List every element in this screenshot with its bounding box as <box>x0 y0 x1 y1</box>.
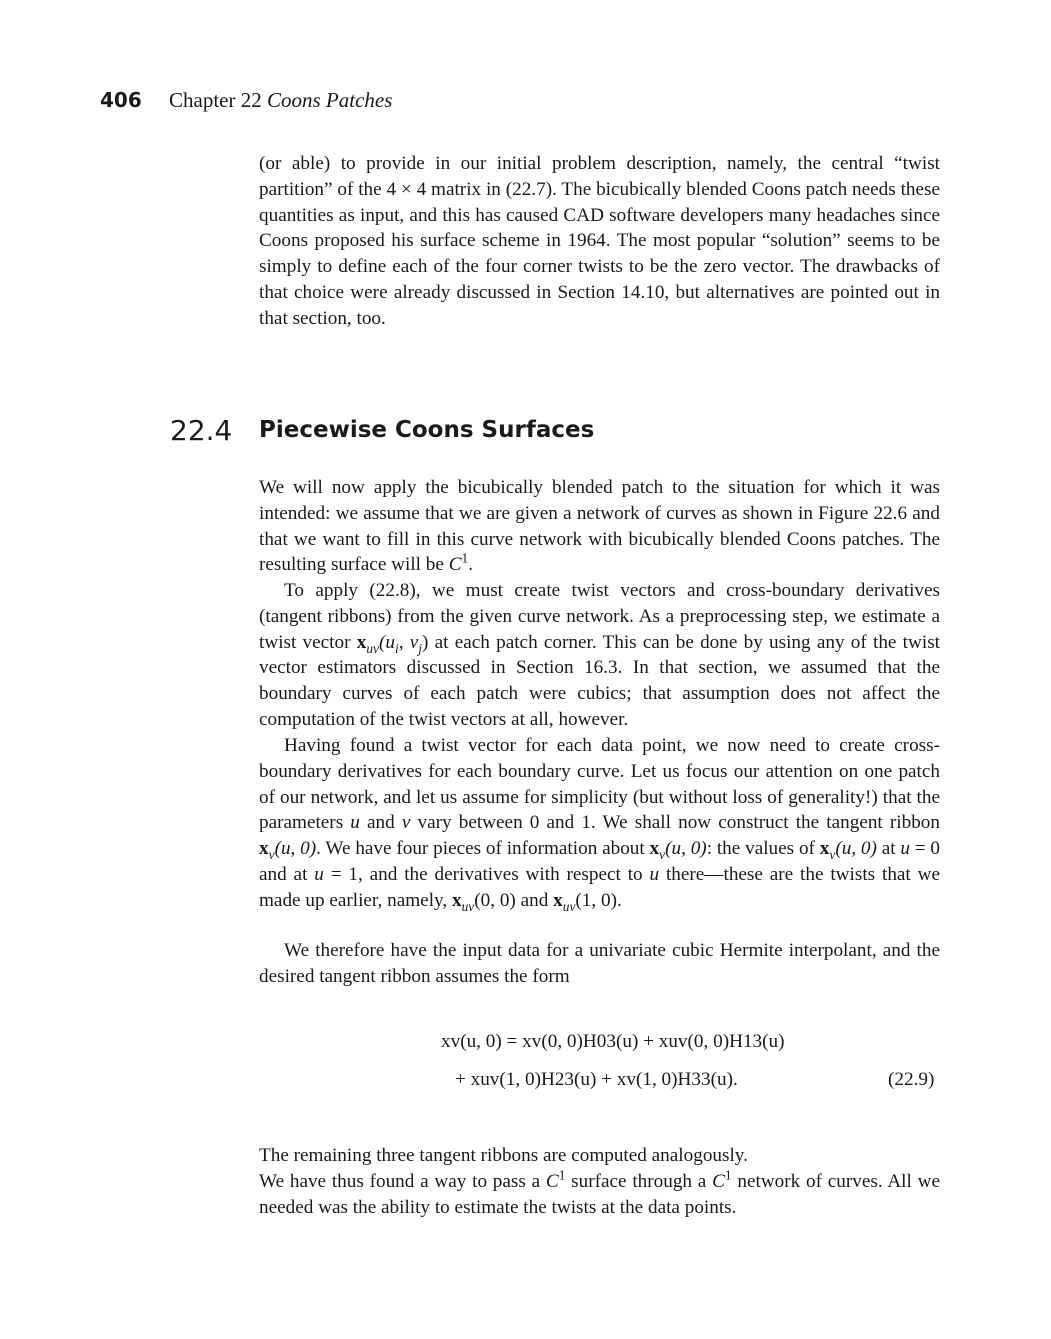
paragraph-3: Having found a twist vector for each data point, we now need to create cross-boundary derivatives for each boundary curve. Let us focus our attention on one patch of our network, and let us assume for simplicity (but without loss of generality!) that the parameters u and v vary between 0 and 1. We shall now construct the tangent ribbon $x_v(u$, 0). We have four pieces of information about $x_v(u$, 0): the values of $x_v(u$, 0) at u = 0 and at u = 1, and the derivatives with respect to u there—these are the twists that we made up earlier, namely, $x_{uv}(0$, 0) and $x_{uv}(1$, 0). <box>259 735 941 914</box>
paragraph-5: The remaining three tangent ribbons are computed analogously. <box>259 1145 748 1166</box>
intro-paragraph: (or able) to provide in our initial problem description, namely, the central “twist partition” of the 4 × 4 matrix in (22.7). The bicubically blended Coons patch needs these quantities as input, and this has caused CAD software developers many headaches since Coons proposed his surface scheme in 1964. The most popular “solution” seems to be simply to define each of the four corner twists to be the zero vector. The drawbacks of that choice were already discussed in Section 14.10, but alternatives are pointed out in that section, too. <box>259 153 940 329</box>
paragraph-2: To apply (22.8), we must create twist vectors and cross-boundary derivatives (tangent ribbons) from the given curve network. As a preprocessing step, we estimate a twist vector $x_{uv}(u_i$, $v_j$) at each patch corner. This can be done by using any of the twist vector estimators discussed in Section 16.3. In that section, we assumed that the boundary curves of each patch were cubics; that assumption does not affect the computation of the twist vectors at all, however. <box>259 580 940 730</box>
chapter-title: Coons Patches <box>266 88 393 112</box>
section-number: 22.4 <box>170 414 233 447</box>
paragraph-1: We will now apply the bicubically blended patch to the situation for which it was intended: we assume that we are given a network of curves as shown in Figure 22.6 and that we want to fill in this curve network with bicubically blended Coons patches. The resulting surface will be $C^1$. <box>259 477 940 576</box>
paragraph-4: We therefore have the input data for a univariate cubic Hermite interpolant, and the desired tangent ribbon assumes the form <box>259 940 940 987</box>
page-number: 406 <box>100 88 142 112</box>
paragraph-6: We have thus found a way to pass a $C^1$ surface through a $C^1$ network of curves. All we needed was the ability to estimate the twists at the data points. <box>259 1167 940 1218</box>
running-header <box>100 88 392 113</box>
equation-line-1: xv(u, 0) = xv(0, 0)H03(u) + xuv(0, 0)H13(u) <box>441 1031 785 1052</box>
section-title: Piecewise Coons Surfaces <box>259 417 595 443</box>
equation-line-2: + xuv(1, 0)H23(u) + xv(1, 0)H33(u). <box>455 1069 738 1090</box>
chapter-label: Chapter 22 <box>169 88 262 112</box>
equation-number: (22.9) <box>888 1069 935 1090</box>
